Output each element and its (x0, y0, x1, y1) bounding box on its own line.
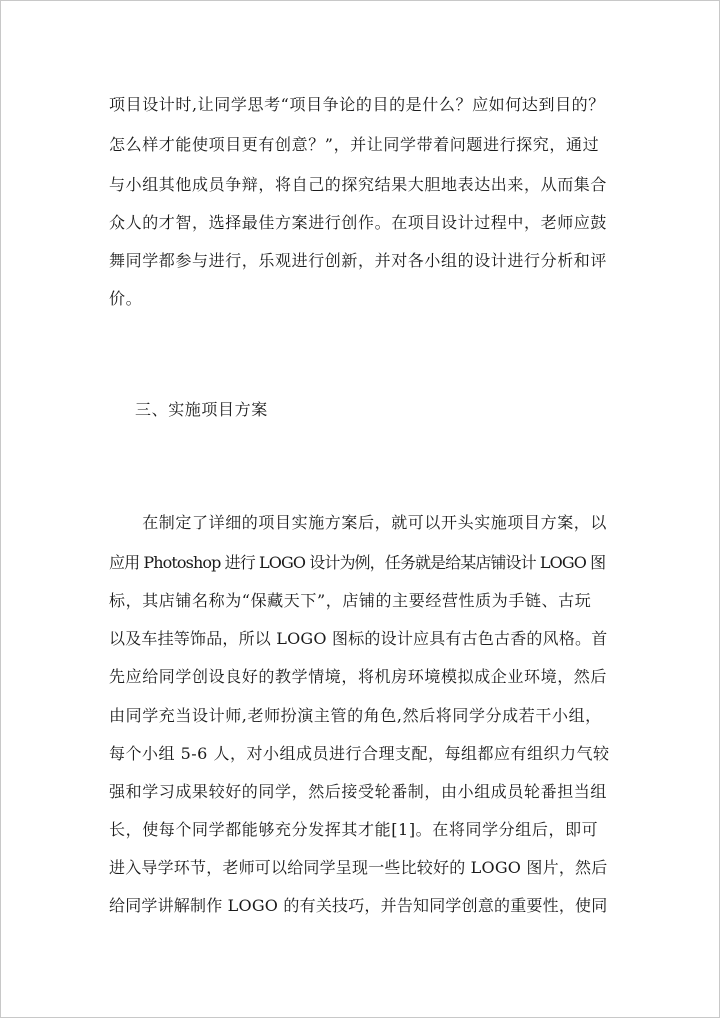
paragraph-2-line-7: 每个小组 5-6 人，对小组成员进行合理支配，每组都应有组织力气较 (109, 744, 610, 763)
paragraph-2-line-5: 先应给同学创设良好的教学情境，将机房环境模拟成企业环境，然后 (109, 667, 608, 686)
paragraph-2-line-9: 长，使每个同学都能够充分发挥其才能[1]。在将同学分组后，即可 (109, 820, 599, 839)
paragraph-2-line-10: 进入导学环节，老师可以给同学呈现一些比较好的 LOGO 图片，然后 (109, 858, 608, 877)
paragraph-1-line-6: 价。 (109, 289, 143, 308)
paragraph-2-line-4: 以及车挂等饰品，所以 LOGO 图标的设计应具有古色古香的风格。首 (109, 629, 608, 648)
paragraph-2-line-2: 应用 Photoshop 进行 LOGO 设计为例，任务就是给某店铺设计 LOGO 图 (109, 553, 606, 572)
paragraph-1-line-5: 舞同学都参与进行，乐观进行创新，并对各小组的设计进行分析和评 (109, 251, 608, 270)
paragraph-2-line-8: 强和学习成果较好的同学，然后接受轮番制，由小组成员轮番担当组 (109, 782, 608, 801)
paragraph-2-line-11: 给同学讲解制作 LOGO 的有关技巧，并告知同学创意的重要性，使同 (109, 896, 608, 915)
paragraph-1-line-3: 与小组其他成员争辩，将自己的探究结果大胆地表达出来，从而集合 (109, 175, 608, 194)
paragraph-1-line-4: 众人的才智，选择最佳方案进行创作。在项目设计过程中，老师应鼓 (109, 213, 608, 232)
paragraph-2-line-6: 由同学充当设计师,老师扮演主管的角色,然后将同学分成若干小组， (109, 706, 602, 725)
paragraph-1-line-1: 项目设计时,让同学思考“项目争论的目的是什么？应如何达到目的？ (109, 95, 605, 114)
paragraph-2-line-1: 在制定了详细的项目实施方案后，就可以开头实施项目方案，以 (109, 513, 608, 532)
paragraph-2-line-3: 标，其店铺名称为“保藏天下”，店铺的主要经营性质为手链、古玩 (109, 591, 592, 610)
paragraph-1-line-2: 怎么样才能使项目更有创意？”，并让同学带着问题进行探究，通过 (109, 135, 600, 154)
section-heading: 三、实施项目方案 (135, 400, 268, 419)
